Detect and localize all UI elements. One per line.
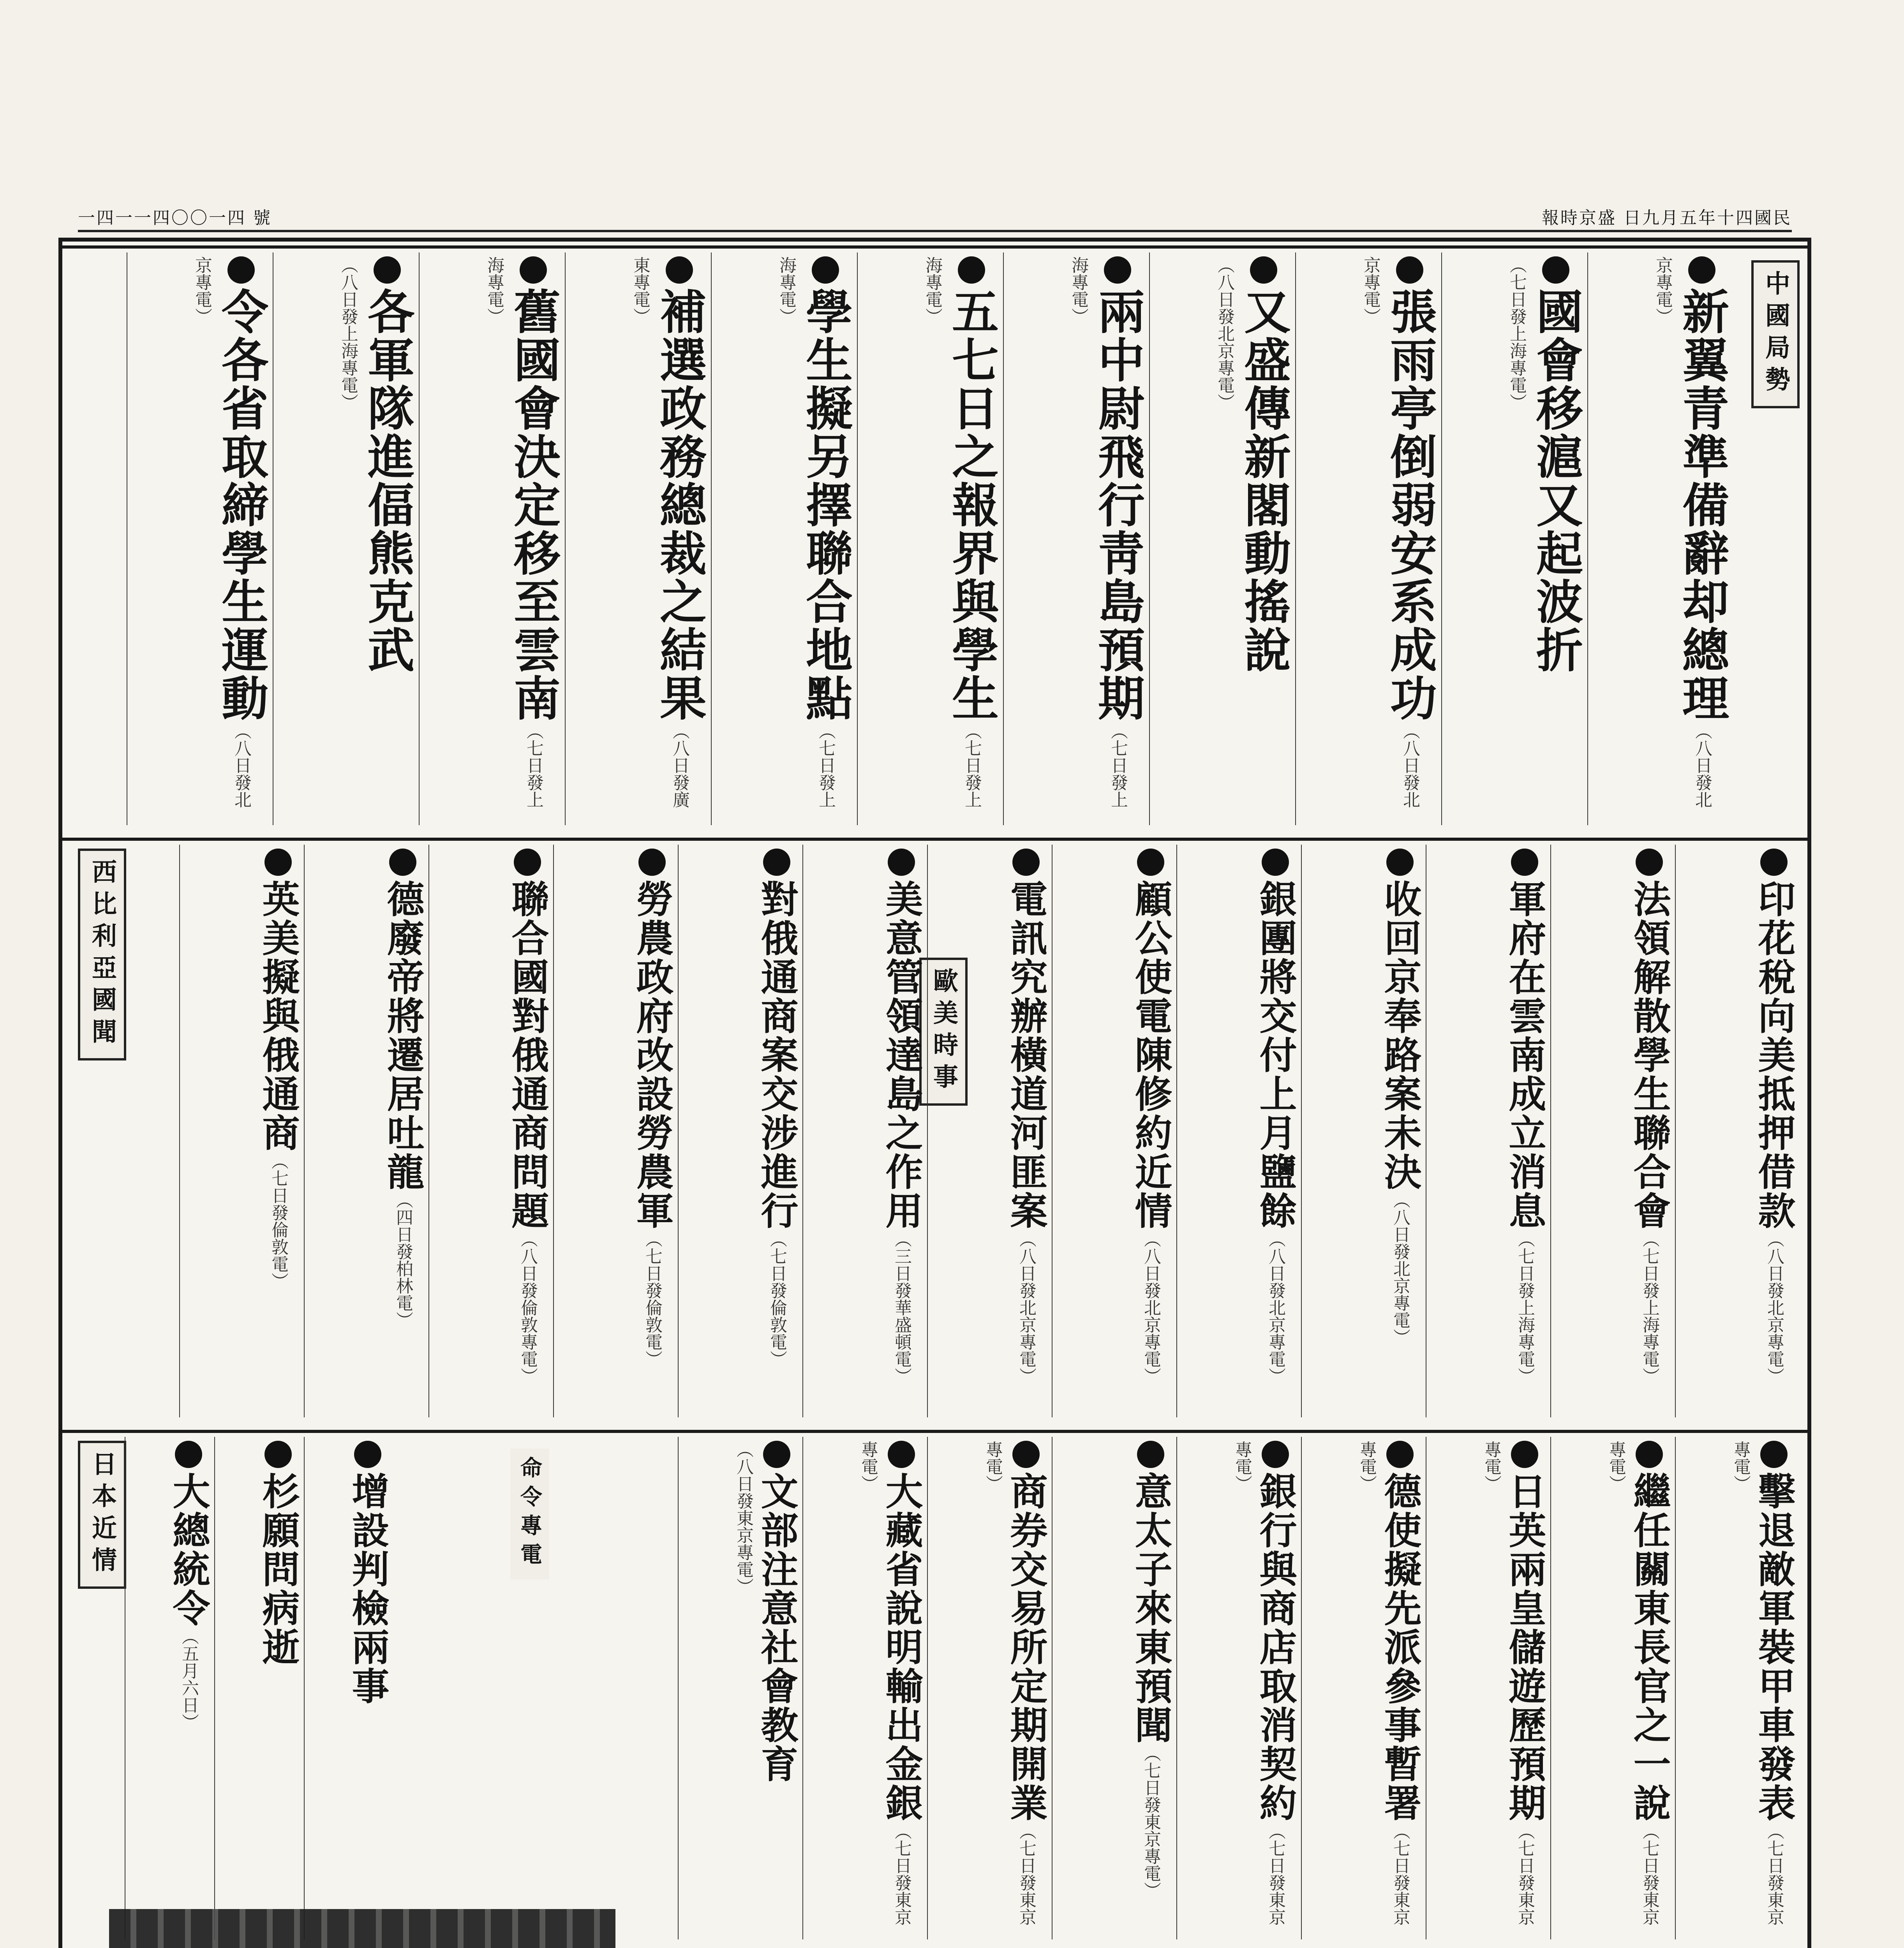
bullet-icon xyxy=(763,1441,790,1468)
mid-article xyxy=(1301,845,1426,1417)
bullet-icon xyxy=(1386,849,1414,876)
masthead-right: 報時京盛 日九月五年十四國民 xyxy=(1542,208,1792,228)
top-article xyxy=(857,252,1003,825)
bullet-icon xyxy=(763,849,790,876)
mid-dateline: （七日發倫敦電） xyxy=(642,1230,662,1367)
jp-article xyxy=(1301,1437,1426,1939)
bullet-icon xyxy=(1396,256,1423,284)
section-label-west: 西比利亞國聞 xyxy=(78,849,126,1060)
middle-band xyxy=(62,838,1807,1422)
jp-headline: 商券交易所定期開業 xyxy=(1004,1472,1048,1823)
top-dateline: （八日發上海專電） xyxy=(338,256,358,411)
top-dateline: （八日發廣東專電） xyxy=(630,256,689,808)
jp-headline: 意太子來東預聞 xyxy=(1129,1472,1173,1745)
mid-headline: 勞農政府改設勞農軍 xyxy=(630,880,674,1230)
mid-headline: 銀團將交付上月鹽餘 xyxy=(1253,880,1298,1230)
bullet-icon xyxy=(264,1441,292,1468)
mid-dateline: （七日發倫敦電） xyxy=(767,1230,787,1367)
bullet-icon xyxy=(1262,849,1289,876)
mid-headline: 聯合國對俄通商問題 xyxy=(506,880,550,1230)
masthead xyxy=(78,203,1792,232)
bullet-icon xyxy=(1511,849,1538,876)
section-label-europe-news: 歐美時事 xyxy=(919,958,968,1106)
jp-dateline: （七日發東京專電） xyxy=(858,1441,911,1925)
bullet-icon xyxy=(666,256,693,284)
bullet-icon xyxy=(958,256,985,284)
mid-article xyxy=(1675,845,1800,1417)
jp-dateline: （七日發東京專電） xyxy=(1481,1441,1535,1925)
bullet-icon xyxy=(264,849,292,876)
top-article xyxy=(711,252,857,825)
mid-dateline: （八日發北京專電） xyxy=(1141,1230,1161,1385)
mid-dateline: （七日發上海專電） xyxy=(1640,1230,1659,1385)
top-headline: 國會移滬又起波折 xyxy=(1528,288,1583,674)
mid-article xyxy=(678,845,802,1417)
bullet-icon xyxy=(1688,256,1715,284)
top-articles xyxy=(127,252,1733,825)
damaged-print-area xyxy=(109,1909,615,1948)
mid-headline: 德廢帝將遷居吐龍 xyxy=(381,880,425,1191)
mid-dateline: （八日發北京專電） xyxy=(1764,1230,1784,1385)
bullet-icon xyxy=(1137,1441,1164,1468)
jp-article xyxy=(1426,1437,1550,1939)
bullet-icon xyxy=(520,256,547,284)
jp-headline: 擊退敵軍裝甲車發表 xyxy=(1752,1472,1796,1823)
mid-dateline: （八日發北京專電） xyxy=(1266,1230,1285,1385)
jp-article xyxy=(802,1437,927,1939)
mid-article xyxy=(1426,845,1550,1417)
mid-dateline: （八日發北京專電） xyxy=(1390,1191,1410,1346)
mid-article xyxy=(802,845,927,1417)
top-article xyxy=(565,252,711,825)
top-article xyxy=(127,252,273,825)
top-headline: 五七日之報界與學生 xyxy=(944,288,999,722)
jp-dateline: （七日發東京專電） xyxy=(1357,1441,1410,1925)
top-headline: 張雨亭倒弱安系成功 xyxy=(1382,288,1437,722)
bullet-icon xyxy=(638,849,666,876)
bullet-icon xyxy=(1760,1441,1788,1468)
jp-article xyxy=(1675,1437,1800,1939)
bullet-icon xyxy=(1012,849,1040,876)
mid-headline: 英美擬與俄通商 xyxy=(256,880,300,1152)
mid-headline: 電訊究辦橫道河匪案 xyxy=(1004,880,1048,1230)
order-dateline: （五月六日） xyxy=(179,1628,199,1731)
bullet-icon xyxy=(888,849,915,876)
mid-dateline: （八日發北京專電） xyxy=(1016,1230,1036,1385)
jp-headline: 繼任關東長官之一說 xyxy=(1627,1472,1671,1823)
top-article xyxy=(1003,252,1149,825)
mid-dateline: （七日發上海專電） xyxy=(1515,1230,1535,1385)
mid-article xyxy=(553,845,678,1417)
jp-headline: 銀行與商店取消契約 xyxy=(1253,1472,1298,1823)
order-headline: 增設判檢兩事 xyxy=(346,1472,390,1706)
order-headline: 大總統令 xyxy=(167,1472,211,1628)
section-label-japan: 日本近情 xyxy=(78,1441,126,1589)
top-dateline: （七日發上海專電） xyxy=(922,256,982,808)
order-article xyxy=(214,1437,304,1939)
top-headline: 舊國會決定移至雲南 xyxy=(506,288,561,722)
mid-article xyxy=(179,845,304,1417)
mid-article xyxy=(428,845,553,1417)
jp-dateline: （八日發東京專電） xyxy=(733,1441,753,1595)
top-article xyxy=(1587,252,1733,825)
bullet-icon xyxy=(1386,1441,1414,1468)
bullet-icon xyxy=(1250,256,1277,284)
order-articles xyxy=(125,1437,393,1939)
top-article xyxy=(273,252,419,825)
jp-headline: 文部注意社會教育 xyxy=(755,1472,799,1784)
top-headline: 學生擬另擇聯合地點 xyxy=(798,288,853,722)
jp-headline: 大藏省說明輸出金銀 xyxy=(880,1472,924,1823)
mid-article xyxy=(1176,845,1301,1417)
top-dateline: （七日發上海專電） xyxy=(776,256,836,808)
masthead-left: 一四一一四〇〇一四 號 xyxy=(78,208,272,228)
mid-headline: 顧公使電陳修約近情 xyxy=(1129,880,1173,1230)
bullet-icon xyxy=(1760,849,1788,876)
mid-dateline: （四日發柏林電） xyxy=(393,1191,413,1329)
mid-headline: 軍府在雲南成立消息 xyxy=(1503,880,1547,1230)
jp-article xyxy=(1052,1437,1176,1939)
top-headline: 補選政務總裁之結果 xyxy=(652,288,707,722)
bullet-icon xyxy=(389,849,416,876)
jp-dateline: （七日發東京專電） xyxy=(1606,1441,1659,1925)
mid-article xyxy=(304,845,428,1417)
jp-dateline: （七日發東京專電） xyxy=(983,1441,1036,1925)
mid-headline: 印花稅向美抵押借款 xyxy=(1752,880,1796,1230)
jp-dateline: （七日發東京專電） xyxy=(1141,1745,1161,1899)
top-article xyxy=(1149,252,1295,825)
bullet-icon xyxy=(1511,1441,1538,1468)
bullet-icon xyxy=(888,1441,915,1468)
section-label-china: 中國局勢 xyxy=(1751,260,1800,408)
mid-headline: 收回京奉路案未決 xyxy=(1378,880,1422,1191)
top-article xyxy=(1441,252,1587,825)
jp-article xyxy=(678,1437,802,1939)
jp-article xyxy=(927,1437,1052,1939)
top-article xyxy=(1295,252,1441,825)
bullet-icon xyxy=(1137,849,1164,876)
top-dateline: （七日發上海專電） xyxy=(1507,256,1527,411)
order-article xyxy=(304,1437,393,1939)
top-headline: 又盛傳新閣動搖說 xyxy=(1236,288,1291,674)
top-dateline: （八日發北京專電） xyxy=(1361,256,1420,808)
jp-headline: 日英兩皇儲遊歷預期 xyxy=(1503,1472,1547,1823)
bullet-icon xyxy=(1262,1441,1289,1468)
mid-dateline: （八日發倫敦專電） xyxy=(518,1230,538,1385)
bullet-icon xyxy=(812,256,839,284)
order-headline: 杉願問病逝 xyxy=(256,1472,300,1667)
bullet-icon xyxy=(175,1441,202,1468)
mid-headline: 對俄通商案交涉進行 xyxy=(755,880,799,1230)
top-headline: 新翼青準備辭却總理 xyxy=(1675,288,1729,722)
bullet-icon xyxy=(1012,1441,1040,1468)
mid-dateline: （三日發華盛頓電） xyxy=(892,1230,911,1385)
mid-article xyxy=(1550,845,1675,1417)
top-dateline: （七日發上海專電） xyxy=(484,256,543,808)
bullet-icon xyxy=(514,849,541,876)
japan-articles xyxy=(678,1437,1800,1939)
mid-article xyxy=(927,845,1052,1417)
order-article xyxy=(125,1437,214,1939)
bullet-icon xyxy=(1542,256,1569,284)
top-headline: 兩中尉飛行靑島預期 xyxy=(1090,288,1145,722)
top-band xyxy=(62,245,1807,830)
mid-headline: 法領解散學生聯合會 xyxy=(1627,880,1671,1230)
top-dateline: （八日發北京專電） xyxy=(192,256,251,808)
mid-article xyxy=(1052,845,1176,1417)
top-dateline: （七日發上海專電） xyxy=(1068,256,1128,808)
bullet-icon xyxy=(227,256,255,284)
japan-band xyxy=(62,1430,1807,1944)
top-headline: 各軍隊進偪熊克武 xyxy=(360,288,415,674)
top-dateline: （八日發北京專電） xyxy=(1653,256,1712,808)
bullet-icon xyxy=(354,1441,381,1468)
top-dateline: （八日發北京專電） xyxy=(1215,256,1234,411)
section-label-order: 命令專電 xyxy=(510,1449,549,1579)
jp-article xyxy=(1550,1437,1675,1939)
mid-headline: 美意管領達島之作用 xyxy=(880,880,924,1230)
jp-dateline: （七日發東京專電） xyxy=(1232,1441,1285,1925)
bullet-icon xyxy=(1104,256,1131,284)
bullet-icon xyxy=(1636,849,1663,876)
bullet-icon xyxy=(374,256,401,284)
jp-article xyxy=(1176,1437,1301,1939)
jp-headline: 德使擬先派參事暫署 xyxy=(1378,1472,1422,1823)
top-article xyxy=(419,252,565,825)
bullet-icon xyxy=(1636,1441,1663,1468)
middle-articles xyxy=(179,845,1800,1417)
jp-dateline: （七日發東京專電） xyxy=(1731,1441,1784,1925)
top-headline: 令各省取締學生運動 xyxy=(214,288,269,722)
mid-dateline: （七日發倫敦電） xyxy=(268,1152,288,1290)
